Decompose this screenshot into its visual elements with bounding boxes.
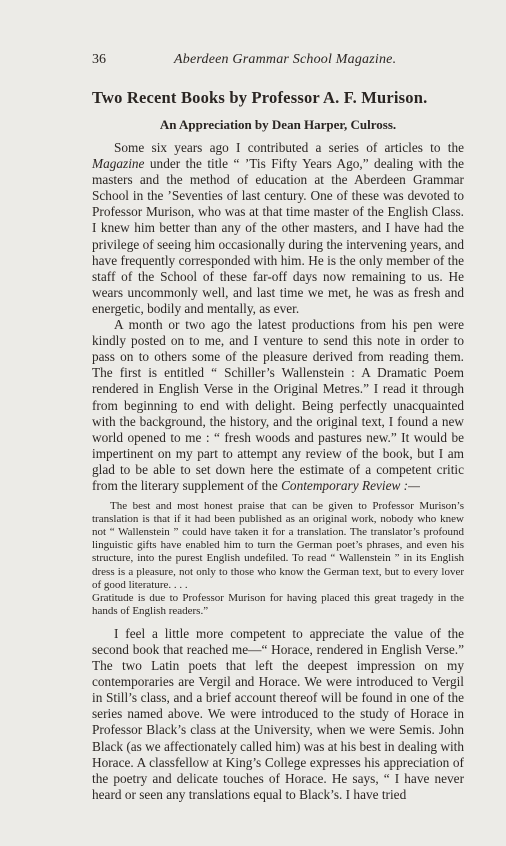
running-title: Aberdeen Grammar School Magazine. (174, 52, 397, 67)
article-byline: An Appreciation by Dean Harper, Culross. (159, 117, 397, 132)
paragraph-1: Some six years ago I contributed a series of articles to the Magazine under the title “ ’Tis Fifty Years Ago,” dealing with the masters and the method of education at the Aberdeen Grammar School in the ’Seventies of last century. One of these was devoted to Professor Murison, who was at that time master of the English Class. I knew him better than any of the other masters, and I have had the privilege of seeing him occasionally during the intervening years, and have frequently corresponded with him. He is the only member of the staff of the School of these far-off days now remaining to us. He wears uncommonly well, and last time we met, he was as fresh and energetic, bodily and mentally, as ever. (92, 140, 464, 316)
quote-paragraph-1: The best and most honest praise that can be given to Professor Murison’s translation is that if it had been published as an original work, nobody who knew not “ Wallenstein ” could have taken it for a translation. The translator’s profound linguistic gifts have enabled him to turn the German poet’s phrases, and even his structure, into the purest English undefiled. To read “ Wallenstein ” in its English dress is a pleasure, not only to those who know the German text, but to every lover of good literature. . . . (92, 500, 464, 591)
article-title: Two Recent Books by Professor A. F. Murison. (92, 88, 428, 107)
paragraph-3: I feel a little more competent to appreciate the value of the second book that reached me—“ Horace, rendered in English Verse.” The two Latin poets that left the deepest impression on my contemporaries are Vergil and Horace. We were introduced to Vergil in Still’s class, and a brief account thereof will be found in one of the series named above. We were introduced to the study of Horace in Professor Black’s class at the University, when we were Semis. John Black (as we affectionately called him) was at his best in dealing with Horace. A classfellow at King’s College expresses his appreciation of the poetry and delicate touches of Horace. He says, “ I have never heard or seen any translations equal to Black’s. I have tried (92, 625, 464, 802)
page-number: 36 (92, 52, 106, 67)
block-quote (92, 500, 464, 618)
article-body (92, 140, 464, 803)
quote-paragraph-2: Gratitude is due to Professor Murison for having placed this great tragedy in the hands of English readers.” (92, 591, 464, 617)
paragraph-2: A month or two ago the latest productions from his pen were kindly posted on to me, and I venture to send this note in order to pass on to others some of the pleasure derived from reading them. The first is entitled “ Schiller’s Wallenstein : A Dramatic Poem rendered in English Verse in the Original Metres.” I read it through from beginning to end with delight. Being perfectly unacquainted with the background, the history, and the original text, I found a new world opened to me : “ fresh woods and pastures new.” It would be impertinent on my part to attempt any review of the book, but I am glad to be able to set down here the estimate of a competent critic from the literary supplement of the Contemporary Review :— (92, 317, 464, 493)
